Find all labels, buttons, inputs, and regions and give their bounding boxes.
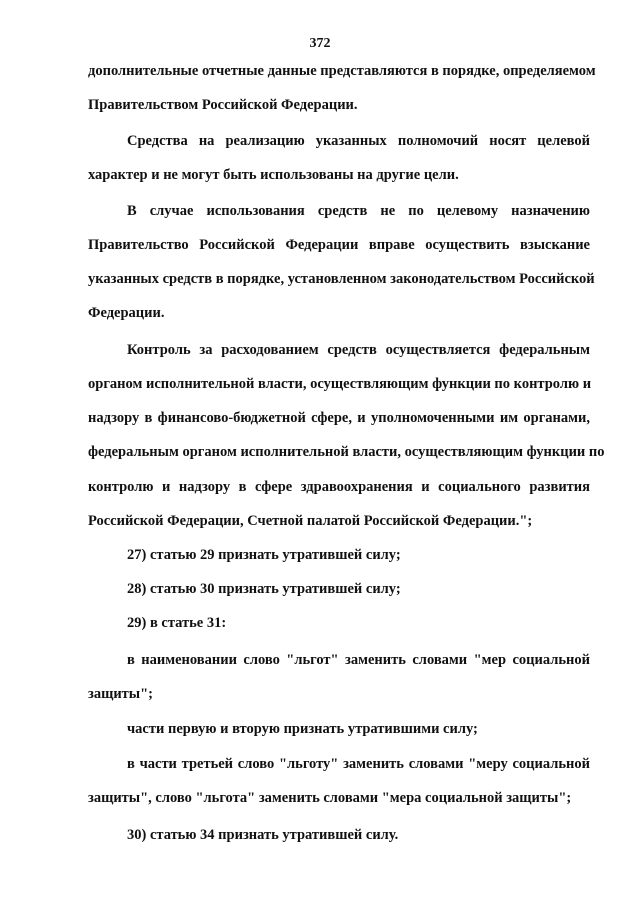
- text-line: Правительство Российской Федерации вправе осуществить взыскание: [88, 237, 590, 253]
- text-line: 30) статью 34 признать утратившей силу.: [127, 827, 399, 843]
- text-line: в части третьей слово "льготу" заменить словами "меру социальной: [127, 756, 590, 772]
- text-line: Контроль за расходованием средств осуществляется федеральным: [127, 342, 590, 358]
- text-line: 27) статью 29 признать утратившей силу;: [127, 547, 401, 563]
- text-line: Федерации.: [88, 305, 165, 321]
- text-line: Правительством Российской Федерации.: [88, 97, 358, 113]
- text-line: защиты", слово "льгота" заменить словами "мера социальной защиты";: [88, 790, 572, 806]
- text-line: 29) в статье 31:: [127, 615, 227, 631]
- text-line: Российской Федерации, Счетной палатой Российской Федерации.";: [88, 513, 533, 529]
- text-line: защиты";: [88, 686, 153, 702]
- text-line: В случае использования средств не по целевому назначению: [127, 203, 590, 219]
- text-line: части первую и вторую признать утратившими силу;: [127, 721, 478, 737]
- text-line: контролю и надзору в сфере здравоохранения и социального развития: [88, 479, 590, 495]
- text-line: характер и не могут быть использованы на другие цели.: [88, 167, 459, 183]
- text-line: органом исполнительной власти, осуществляющим функции по контролю и: [88, 376, 592, 392]
- page-number: 372: [309, 36, 331, 51]
- text-line: указанных средств в порядке, установленном законодательством Российской: [88, 271, 595, 287]
- text-line: Средства на реализацию указанных полномочий носят целевой: [127, 133, 590, 149]
- text-line: дополнительные отчетные данные представляются в порядке, определяемом: [88, 63, 596, 79]
- text-line: в наименовании слово "льгот" заменить словами "мер социальной: [127, 652, 590, 668]
- text-line: 28) статью 30 признать утратившей силу;: [127, 581, 401, 597]
- text-line: надзору в финансово-бюджетной сфере, и уполномоченными им органами,: [88, 410, 590, 426]
- text-line: федеральным органом исполнительной власти, осуществляющим функции по: [88, 444, 605, 460]
